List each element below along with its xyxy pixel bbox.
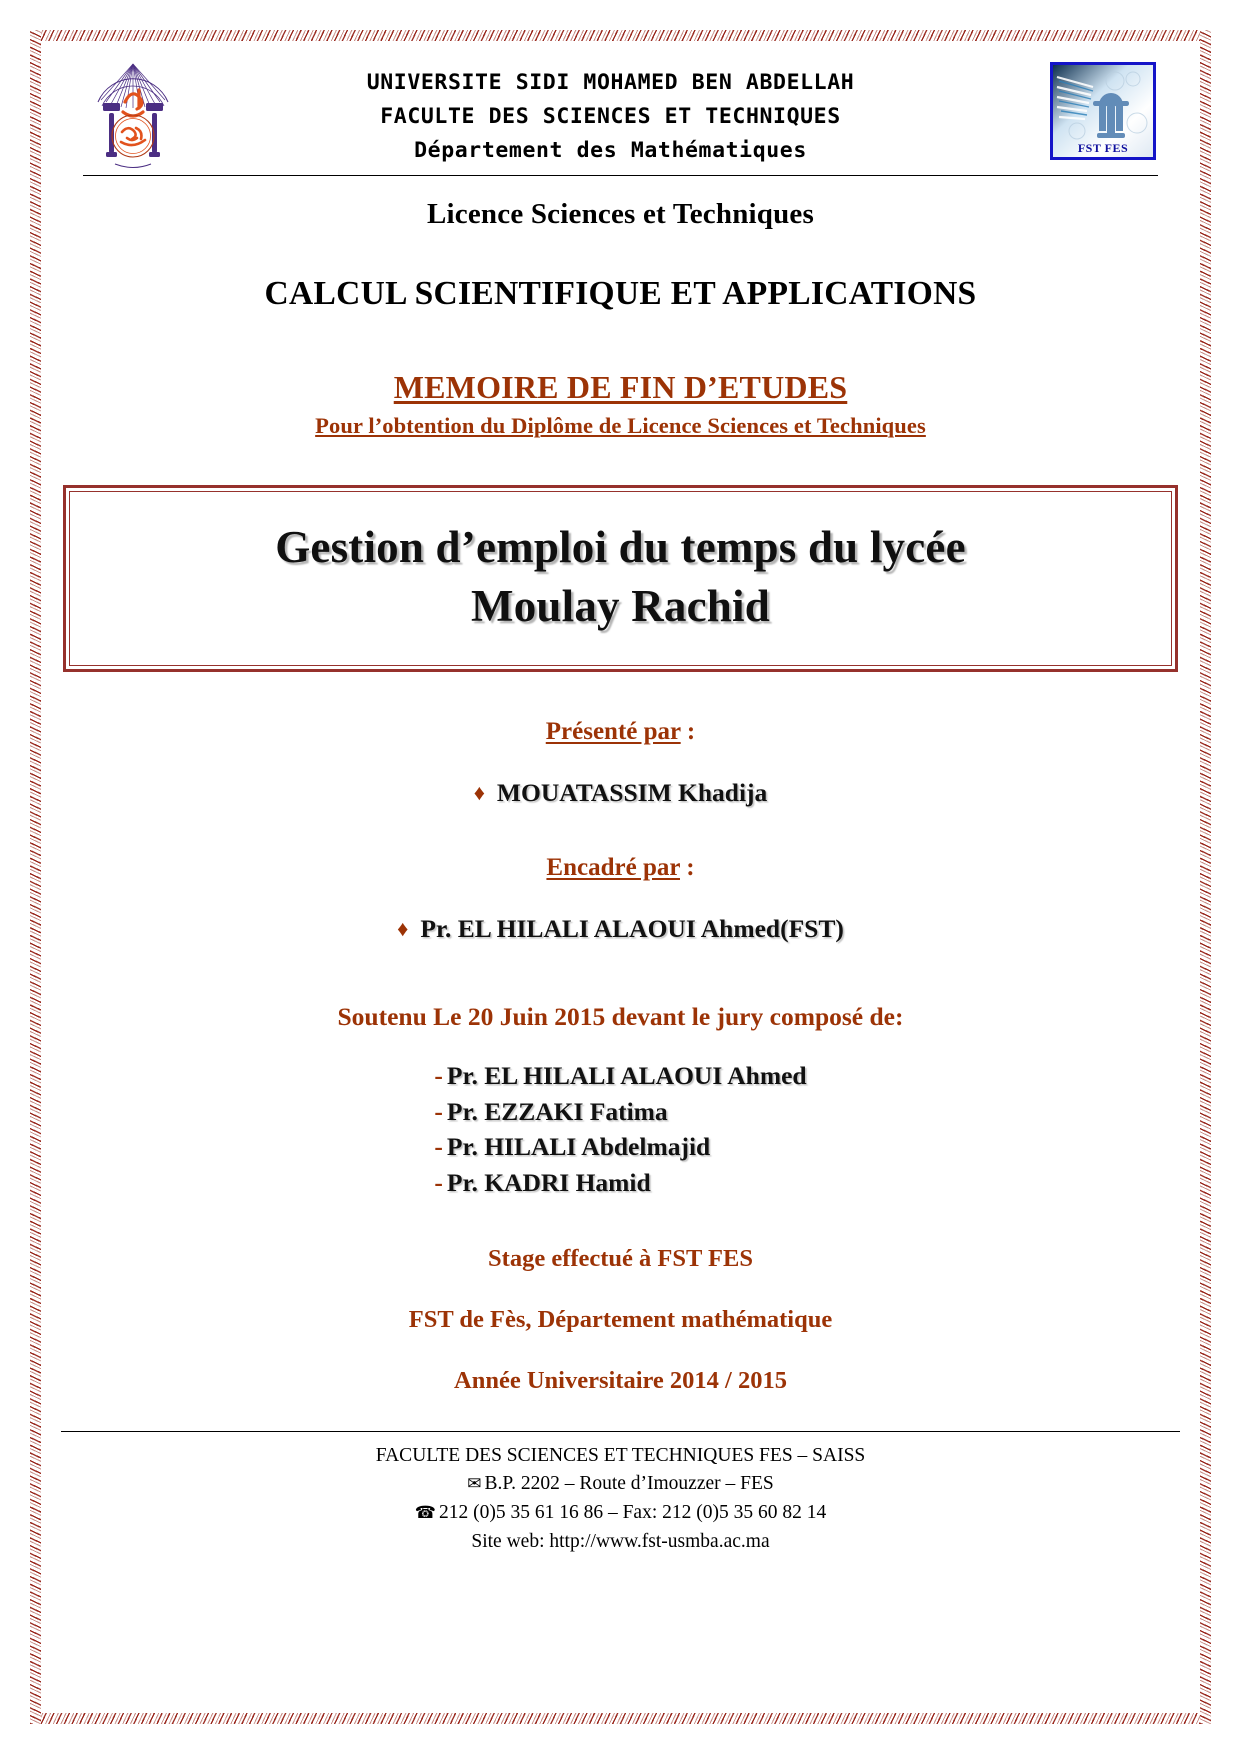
jury-list-wrapper [55,1058,1186,1201]
page-border-right [1200,30,1211,1724]
svg-text:FST FES: FST FES [1077,141,1129,155]
document-footer [55,1442,1186,1557]
header-department-line: Département des Mathématiques [414,137,807,163]
thesis-title-box [63,485,1178,672]
envelope-icon: ✉ [467,1474,482,1494]
internship-department: FST de Fès, Département mathématique [408,1305,833,1333]
jury-list [434,1058,806,1201]
presented-by-label-text: Présenté par [545,718,681,745]
telephone-icon: ☎ [414,1503,436,1523]
supervisor-entry [55,914,1186,944]
supervised-by-label [55,854,1186,882]
presented-by-label [55,718,1186,746]
internship-location: Stage effectué à FST FES [488,1244,753,1272]
supervised-by-colon: : [680,854,695,881]
student-entry [55,778,1186,808]
academic-year: Année Universitaire 2014 / 2015 [454,1366,787,1394]
thesis-title-line1: Gestion d’emploi du temps du lycée [275,522,966,572]
jury-member [434,1129,806,1165]
jury-dash: - [434,1132,443,1162]
footer-phone: 212 (0)5 35 61 16 86 – Fax: 212 (0)5 35 60 82 14 [438,1502,827,1524]
thesis-title-box-inner [69,491,1172,666]
header-faculty-line: FACULTE DES SCIENCES ET TECHNIQUES [380,103,841,129]
jury-dash: - [434,1096,443,1126]
thesis-title [88,518,1153,635]
memoire-block [55,369,1186,439]
supervisor-name: Pr. EL HILALI ALAOUI Ahmed(FST) [420,914,844,943]
defense-line: Soutenu Le 20 Juin 2015 devant le jury composé de: [337,1002,904,1031]
diamond-bullet-icon: ♦ [473,780,485,805]
page-border-top [30,30,1211,41]
memoire-heading: MEMOIRE DE FIN D’ETUDES [393,369,848,405]
supervised-by-label-text: Encadré par [546,854,680,881]
diamond-bullet-icon: ♦ [397,916,409,941]
footer-website: Site web: http://www.fst-usmba.ac.ma [471,1530,770,1552]
jury-member [434,1058,806,1094]
jury-member-name: Pr. HILALI Abdelmajid [446,1132,711,1162]
document-body [55,48,1186,1708]
jury-member [434,1094,806,1130]
presented-by-colon: : [680,718,696,745]
jury-member-name: Pr. EZZAKI Fatima [446,1096,668,1126]
jury-dash: - [434,1168,443,1198]
jury-member-name: Pr. KADRI Hamid [446,1168,651,1198]
track-line: CALCUL SCIENTIFIQUE ET APPLICATIONS [264,275,977,312]
fst-fes-logo [1050,62,1156,160]
thesis-title-line2: Moulay Rachid [471,580,770,631]
footer-address-line [55,1470,1186,1499]
header-institution-titles [171,56,1050,168]
footer-institution: FACULTE DES SCIENCES ET TECHNIQUES FES – SAISS [375,1444,866,1466]
jury-member [434,1165,806,1201]
header-university-line: UNIVERSITE SIDI MOHAMED BEN ABDELLAH [366,70,855,95]
footer-phone-line [55,1499,1186,1528]
document-header [55,48,1186,173]
page-border-left [30,30,41,1724]
degree-line: Licence Sciences et Techniques [426,198,814,230]
usmba-crest-logo [85,56,181,176]
student-name: MOUATASSIM Khadija [496,778,768,807]
header-divider [83,175,1158,176]
memoire-subheading: Pour l’obtention du Diplôme de Licence Sciences et Techniques [315,413,926,438]
jury-member-name: Pr. EL HILALI ALAOUI Ahmed [446,1061,807,1090]
page-border-bottom [30,1713,1211,1724]
footer-address: B.P. 2202 – Route d’Imouzzer – FES [484,1473,774,1495]
jury-dash: - [434,1061,443,1090]
footer-divider [61,1431,1180,1432]
